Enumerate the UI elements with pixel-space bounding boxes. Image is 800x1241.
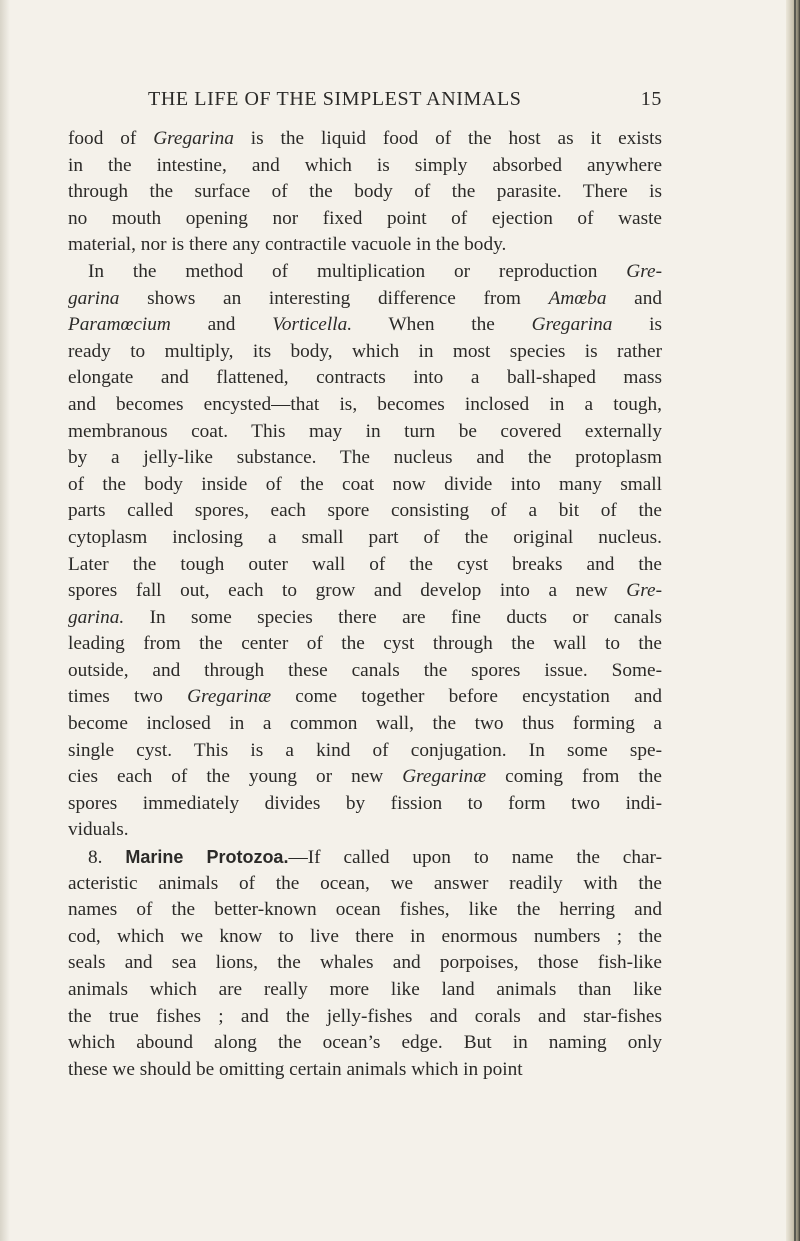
text-segment: and becomes encysted—that is, becomes inclosed in a tough, (68, 393, 662, 415)
text-segment: leading from the center of the cyst through the wall to the (68, 633, 662, 655)
italic-term: garina. (68, 606, 125, 628)
text-line (68, 339, 662, 366)
text-segment: by a jelly-like substance. The nucleus and the protoplasm (68, 447, 662, 469)
text-line (68, 738, 662, 765)
text-line (68, 578, 662, 605)
italic-term: Paramœcium (68, 314, 171, 336)
text-segment: ready to multiply, its body, which in most species is rather (68, 340, 662, 362)
text-segment: cies each of the young or new (68, 766, 403, 788)
text-segment: of the body inside of the coat now divide into many small (68, 473, 662, 495)
text-segment: food of (68, 128, 154, 149)
text-segment: animals which are really more like land animals than like (68, 979, 662, 1000)
text-segment: —If called upon to name the char- (288, 847, 663, 869)
text-line (68, 498, 662, 525)
text-line (68, 924, 662, 951)
text-line (68, 525, 662, 552)
text-line (68, 871, 662, 898)
text-segment: through the surface of the body of the parasite. There is (68, 181, 662, 203)
text-segment: which abound along the ocean’s edge. But in naming only (68, 1032, 662, 1054)
text-segment: become inclosed in a common wall, the two thus forming a (68, 713, 662, 735)
italic-term: garina (68, 287, 120, 309)
italic-term: Gregarinæ (187, 686, 272, 708)
text-segment: In some species there are fine ducts or canals (124, 606, 662, 628)
text-line (68, 472, 662, 499)
text-line (68, 179, 662, 206)
text-segment: spores immediately divides by fission to form two indi- (68, 792, 662, 814)
text-line (68, 286, 662, 313)
text-segment: When the (352, 314, 532, 336)
text-segment: In the method of multiplication or reproduction (88, 260, 627, 282)
italic-term: Gregarinæ (402, 766, 487, 788)
text-line (68, 711, 662, 738)
text-line (68, 126, 662, 153)
page-number: 15 (640, 88, 662, 110)
italic-term: Gre- (626, 580, 662, 602)
page-edge-left (0, 0, 10, 1241)
page-edge-right (786, 0, 800, 1241)
text-segment: in the intestine, and which is simply absorbed anywhere (68, 154, 662, 176)
text-line (68, 552, 662, 579)
body-text (68, 126, 662, 1083)
text-segment: and (606, 287, 662, 309)
text-line (68, 419, 662, 446)
text-segment: membranous coat. This may in turn be covered externally (68, 420, 662, 442)
text-line (68, 684, 662, 711)
text-line (68, 1057, 662, 1084)
text-segment: single cyst. This is a kind of conjugation. In some spe- (68, 739, 662, 761)
italic-term: Gregarina (153, 128, 234, 149)
text-segment: these we should be omitting certain animals which in point (68, 1058, 523, 1080)
text-segment: shows an interesting difference from (119, 287, 549, 309)
text-line (68, 1030, 662, 1057)
text-segment: viduals. (68, 819, 129, 841)
text-line (68, 392, 662, 419)
text-segment: elongate and flattened, contracts into a ball-shaped mass (68, 367, 662, 389)
text-segment: cod, which we know to live there in enormous numbers ; the (68, 925, 662, 947)
text-segment: parts called spores, each spore consisting of a bit of the (68, 500, 662, 522)
running-title: THE LIFE OF THE SIMPLEST ANIMALS (148, 88, 522, 110)
text-line (68, 206, 662, 233)
text-segment: times two (68, 686, 188, 708)
text-segment: spores fall out, each to grow and develop into a new (68, 580, 627, 602)
binding-strip (794, 0, 796, 1241)
italic-term: Gregarina (531, 314, 613, 336)
text-segment: seals and sea lions, the whales and porpoises, those fish-like (68, 952, 662, 974)
text-line (68, 1004, 662, 1031)
text-line (68, 445, 662, 472)
italic-term: Amœba (548, 287, 607, 309)
text-line (68, 365, 662, 392)
text-segment: cytoplasm inclosing a small part of the original nucleus. (68, 526, 662, 548)
text-segment: the true fishes ; and the jelly-fishes and corals and star-fishes (68, 1005, 662, 1027)
italic-term: Vorticella. (272, 314, 353, 336)
text-line (68, 631, 662, 658)
text-line (68, 950, 662, 977)
text-line (68, 844, 662, 871)
text-segment: names of the better-known ocean fishes, like the herring and (68, 899, 662, 921)
italic-term: Gre- (626, 260, 662, 282)
running-head (148, 88, 662, 114)
text-line (68, 153, 662, 180)
text-segment: material, nor is there any contractile vacuole in the body. (68, 234, 507, 256)
text-line (68, 817, 662, 844)
text-segment: coming from the (486, 766, 662, 788)
text-line (68, 764, 662, 791)
text-line (68, 658, 662, 685)
text-line (68, 897, 662, 924)
text-line (68, 312, 662, 339)
text-segment: Later the tough outer wall of the cyst breaks and the (68, 553, 662, 575)
text-segment: no mouth opening nor fixed point of ejection of waste (68, 207, 662, 229)
text-line (68, 232, 662, 259)
text-line (68, 605, 662, 632)
text-segment: and (170, 314, 273, 336)
text-segment: is (612, 314, 663, 336)
text-line (68, 977, 662, 1004)
text-segment: is the liquid food of the host as it exists (233, 128, 662, 149)
text-segment: acteristic animals of the ocean, we answer readily with the (68, 872, 662, 894)
text-segment: 8. (88, 847, 126, 869)
section-heading: Marine Protozoa. (125, 847, 289, 868)
text-segment: outside, and through these canals the spores issue. Some- (68, 659, 662, 681)
text-line (68, 259, 662, 286)
text-line (68, 791, 662, 818)
text-segment: come together before encystation and (271, 686, 662, 708)
